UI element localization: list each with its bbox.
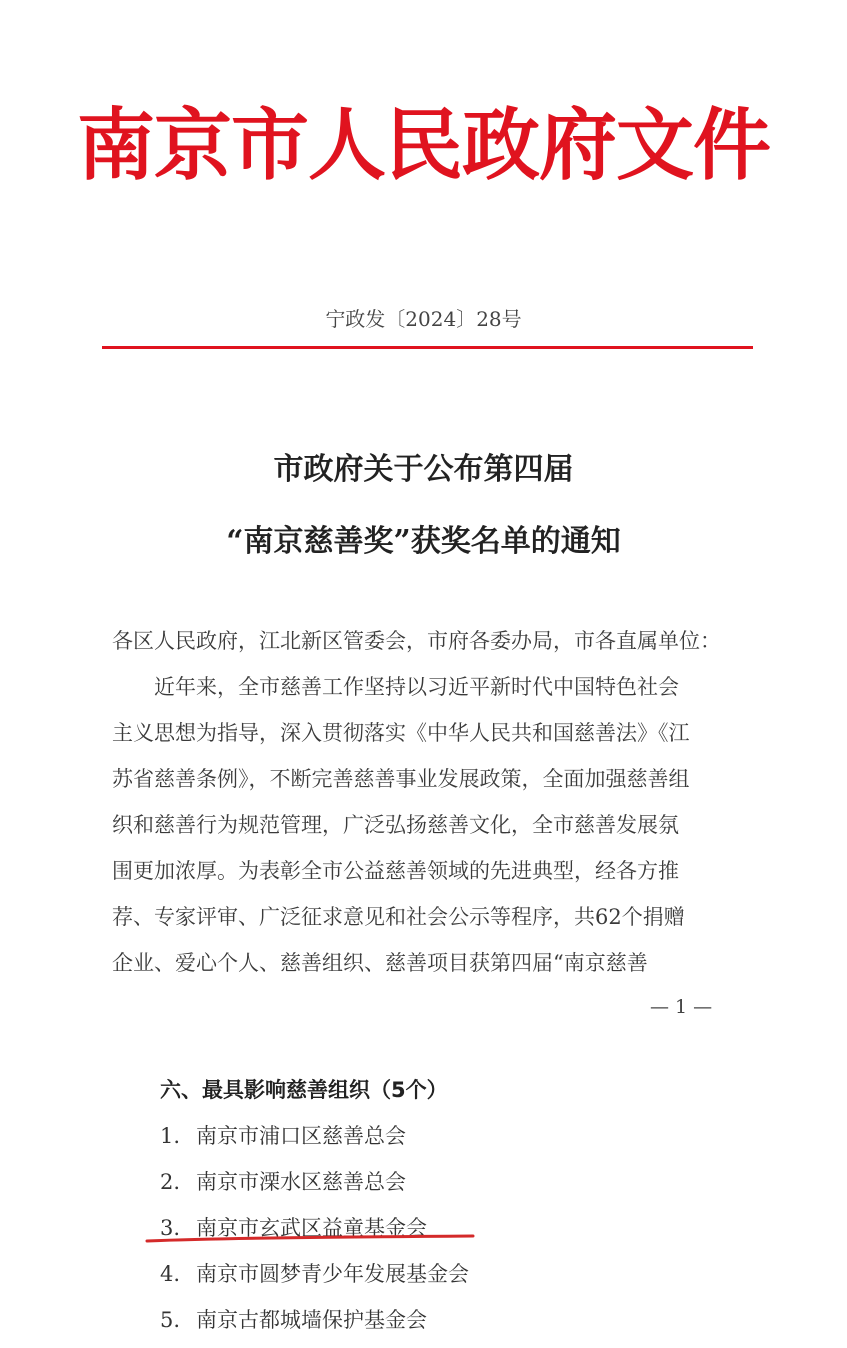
list-item <box>160 1302 469 1348</box>
list-item <box>160 1164 469 1210</box>
list-item-number: 2. <box>160 1170 181 1194</box>
red-divider-line <box>102 346 753 349</box>
document-masthead: 南京市人民政府文件 <box>76 101 770 191</box>
page-number: — 1 — <box>650 996 713 1018</box>
salutation: 各区人民政府，江北新区管委会，市府各委办局，市各直属单位： <box>112 629 721 653</box>
body-line: 苏省慈善条例》，不断完善慈善事业发展政策，全面加强慈善组 <box>112 767 690 791</box>
list-item-name: 南京市浦口区慈善总会 <box>196 1124 406 1148</box>
list-item-name: 南京市圆梦青少年发展基金会 <box>196 1262 469 1286</box>
list-item-number: 5. <box>160 1308 181 1332</box>
list-item-name: 南京古都城墙保护基金会 <box>196 1308 427 1332</box>
list-item <box>160 1118 469 1164</box>
red-underline-annotation <box>145 1232 475 1246</box>
body-line: 主义思想为指导，深入贯彻落实《中华人民共和国慈善法》《江 <box>112 721 690 745</box>
body-line: 荐、专家评审、广泛征求意见和社会公示等程序，共62个捐赠 <box>112 905 685 929</box>
body-line: 围更加浓厚。为表彰全市公益慈善领域的先进典型，经各方推 <box>112 859 679 883</box>
list-item-number: 4. <box>160 1262 181 1286</box>
document-title-line-1: 市政府关于公布第四届 <box>273 452 574 487</box>
list-item-name: 南京市溧水区慈善总会 <box>196 1170 406 1194</box>
body-line: 企业、爱心个人、慈善组织、慈善项目获第四届“南京慈善 <box>112 951 648 975</box>
document-title-line-2: “南京慈善奖”获奖名单的通知 <box>226 524 621 559</box>
list-item-number: 3. <box>160 1216 181 1240</box>
list-item-number: 1. <box>160 1124 181 1148</box>
body-line: 织和慈善行为规范管理，广泛弘扬慈善文化，全市慈善发展氛 <box>112 813 679 837</box>
list-item-name: 南京市玄武区益童基金会 <box>196 1216 427 1240</box>
body-line: 近年来，全市慈善工作坚持以习近平新时代中国特色社会 <box>154 675 679 699</box>
document-number: 宁政发〔2024〕28号 <box>325 307 522 331</box>
section-heading: 六、最具影响慈善组织（5个） <box>160 1078 448 1102</box>
body-paragraph <box>112 664 748 986</box>
list-item <box>160 1256 469 1302</box>
